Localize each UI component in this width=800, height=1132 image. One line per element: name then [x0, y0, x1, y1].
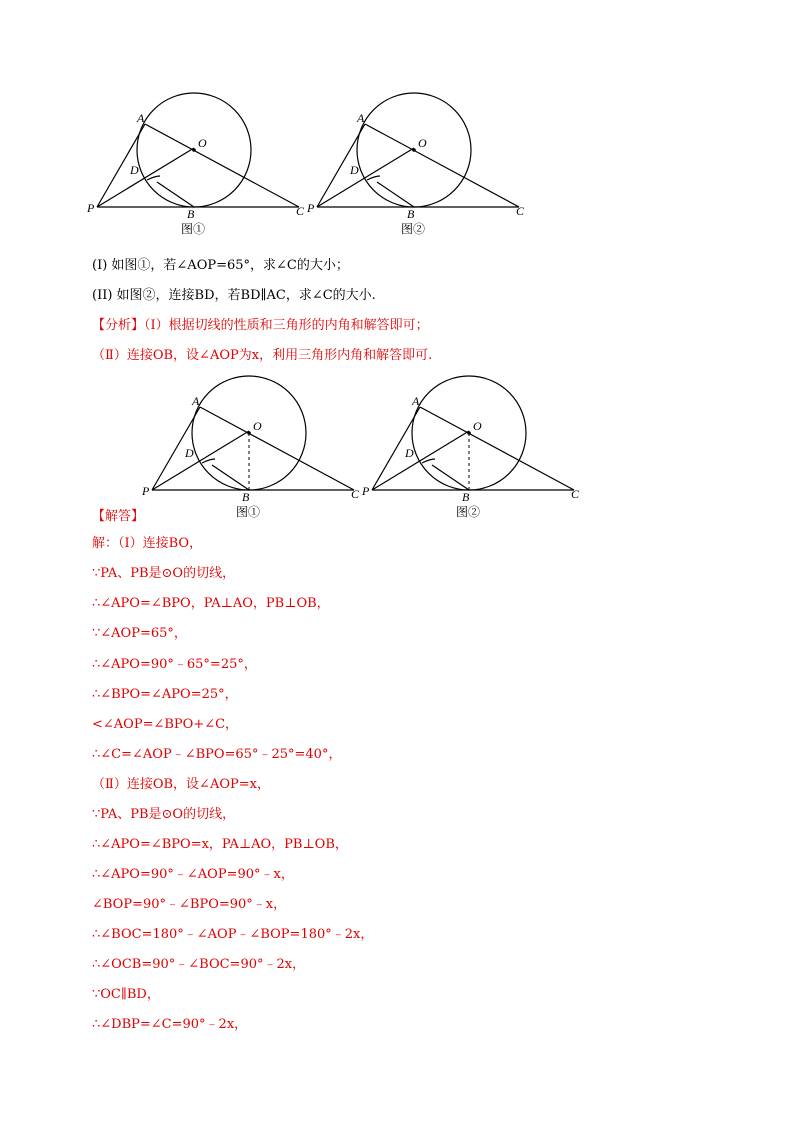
label-C: C — [296, 204, 305, 218]
label-A: A — [357, 111, 365, 125]
label-P: P — [142, 484, 150, 498]
label-A: A — [192, 394, 200, 408]
label-B: B — [462, 490, 470, 504]
solution-line: ∵∠AOP=65°， — [92, 626, 187, 641]
figure-caption: 图① — [236, 505, 261, 519]
solution-line: ∴∠APO=90°﹣∠AOP=90°﹣x， — [92, 867, 294, 882]
label-O: O — [418, 136, 427, 150]
figure-caption: 图② — [401, 222, 426, 236]
figure-caption: 图① — [181, 222, 206, 236]
geometry-diagram — [85, 90, 315, 240]
solution-line: ∴∠C=∠AOP﹣∠BPO=65°﹣25°=40°， — [92, 747, 342, 762]
solution-line: ∴∠APO=90°﹣65°=25°， — [92, 657, 257, 672]
label-O: O — [253, 419, 262, 433]
label-D: D — [130, 163, 139, 177]
solution-line: ∴∠APO=∠BPO，PA⊥AO，PB⊥OB， — [92, 596, 330, 611]
top-figure-2 — [305, 90, 535, 240]
top-figure-1 — [85, 90, 315, 240]
solution-line: （Ⅱ）连接OB，设∠AOP=x， — [92, 777, 270, 792]
label-P: P — [362, 484, 370, 498]
solution-line: ∴∠DBP=∠C=90°﹣2x， — [92, 1017, 248, 1032]
label-C: C — [516, 204, 525, 218]
solution-line: ∴∠APO=∠BPO=x，PA⊥AO，PB⊥OB， — [92, 837, 348, 852]
solution-tag: 【解答】 — [92, 509, 145, 524]
solution-figure-2 — [360, 373, 590, 523]
analysis-line-1 — [92, 317, 429, 335]
question-part-1: (I) 如图①，若∠AOP=65°，求∠C的大小； — [92, 258, 349, 273]
analysis-line-2: （Ⅱ）连接OB，设∠AOP为x，利用三角形内角和解答即可. — [92, 348, 433, 363]
label-A: A — [412, 394, 420, 408]
label-P: P — [87, 201, 95, 215]
analysis-text-1: （Ⅰ）根据切线的性质和三角形的内角和解答即可； — [144, 318, 429, 333]
solution-line: ∠BOP=90°﹣∠BPO=90°﹣x， — [92, 897, 287, 912]
solution-line: ∴∠BPO=∠APO=25°， — [92, 687, 238, 702]
geometry-diagram — [360, 373, 590, 523]
label-B: B — [407, 207, 415, 221]
label-D: D — [405, 446, 414, 460]
label-O: O — [198, 136, 207, 150]
label-B: B — [242, 490, 250, 504]
label-P: P — [307, 201, 315, 215]
solution-line: ∴∠BOC=180°﹣∠AOP﹣∠BOP=180°﹣2x， — [92, 927, 374, 942]
label-O: O — [473, 419, 482, 433]
solution-line: ∴∠OCB=90°﹣∠BOC=90°﹣2x， — [92, 957, 306, 972]
solution-figure-1 — [140, 373, 370, 523]
label-C: C — [351, 487, 360, 501]
label-A: A — [137, 111, 145, 125]
solution-line: ∵OC∥BD， — [92, 987, 160, 1002]
question-part-2: (II) 如图②，连接BD，若BD∥AC，求∠C的大小. — [92, 288, 376, 303]
label-D: D — [185, 446, 194, 460]
geometry-diagram — [305, 90, 535, 240]
label-C: C — [571, 487, 580, 501]
label-D: D — [350, 163, 359, 177]
geometry-diagram — [140, 373, 370, 523]
solution-line: 解：（Ⅰ）连接BO， — [92, 536, 203, 551]
label-B: B — [187, 207, 195, 221]
solution-line: ∵PA、PB是⊙O的切线， — [92, 807, 236, 822]
solution-line: <∠AOP=∠BPO+∠C， — [92, 717, 239, 732]
analysis-tag: 【分析】 — [92, 318, 145, 333]
solution-line: ∵PA、PB是⊙O的切线， — [92, 566, 236, 581]
figure-caption: 图② — [456, 505, 481, 519]
